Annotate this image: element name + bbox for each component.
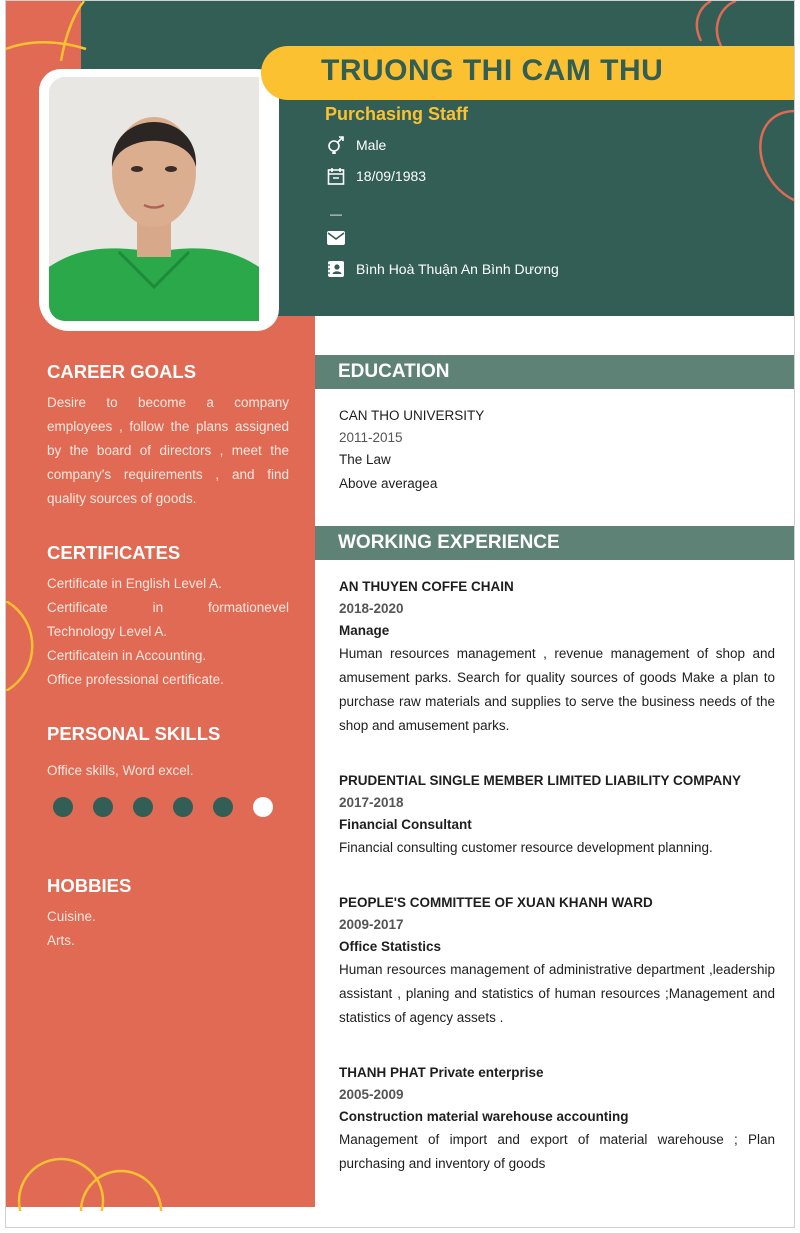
career-goals-section — [47, 361, 289, 511]
experience-description: Human resources management , revenue management of shop and amusement parks. Search for quality sources of goods Make a plan to purchase raw materials and supplies to serve the business needs of the shop and amusement parks. — [339, 646, 775, 733]
experience-position: Financial Consultant — [339, 817, 472, 832]
career-goals-text: Desire to become a company employees , follow the plans assigned by the board of directors , meet the company's requirements , and find quality sources of goods. — [47, 395, 289, 506]
personal-skills-text: Office skills, Word excel. — [47, 763, 194, 778]
rating-dot-filled — [133, 797, 153, 817]
job-title: Purchasing Staff — [325, 104, 469, 124]
certificates-section — [47, 542, 289, 692]
certificates-heading: CERTIFICATES — [47, 542, 181, 563]
experience-entry — [339, 770, 775, 860]
experience-period: 2018-2020 — [339, 601, 404, 616]
contact-address — [326, 258, 559, 280]
experience-position: Construction material warehouse accounting — [339, 1109, 629, 1124]
experience-period: 2009-2017 — [339, 917, 404, 932]
certificate-word: in — [152, 600, 164, 615]
address-icon — [326, 259, 346, 279]
cv-page — [5, 0, 795, 1228]
company-name: PRUDENTIAL SINGLE MEMBER LIMITED LIABILITY COMPANY — [339, 773, 742, 788]
experience-description: Financial consulting customer resource development planning. — [339, 840, 713, 855]
personal-skills-section — [47, 723, 289, 817]
experience-position: Office Statistics — [339, 939, 442, 954]
candidate-name: TRUONG THI CAM THU — [321, 54, 664, 87]
hobby-item: Cuisine. — [47, 909, 96, 924]
certificate-item: Office professional certificate. — [47, 672, 224, 687]
contact-email — [326, 227, 356, 249]
hobbies-heading: HOBBIES — [47, 875, 132, 896]
certificate-item-continued: Technology Level A. — [47, 624, 168, 639]
education-period: 2011-2015 — [339, 430, 403, 445]
experience-entry — [339, 892, 775, 1030]
experience-description: Human resources management of administrative department ,leadership assistant , planing and statistics of human resources ;Management and statistics of agency assets . — [339, 962, 775, 1025]
education-major: The Law — [339, 452, 391, 467]
experience-entry — [339, 576, 775, 738]
certificate-word: formationevel — [207, 600, 289, 615]
skill-rating — [53, 797, 289, 817]
rating-dot-filled — [53, 797, 73, 817]
school-name: CAN THO UNIVERSITY — [339, 408, 485, 423]
career-goals-heading: CAREER GOALS — [47, 361, 197, 382]
experience-description: Management of import and export of material warehouse ; Plan purchasing and inventory of goods — [339, 1132, 775, 1171]
experience-heading: WORKING EXPERIENCE — [315, 526, 795, 560]
contact-birthdate — [326, 165, 426, 187]
hobbies-section — [47, 875, 289, 953]
gender-icon — [326, 135, 346, 155]
company-name: THANH PHAT Private enterprise — [339, 1065, 544, 1080]
company-name: PEOPLE'S COMMITTEE OF XUAN KHANH WARD — [339, 895, 653, 910]
email-icon — [326, 228, 346, 248]
contact-phone — [326, 203, 346, 225]
experience-entry — [339, 1062, 775, 1176]
education-grade: Above averagea — [339, 476, 438, 491]
profile-photo — [49, 77, 259, 321]
experience-period: 2017-2018 — [339, 795, 404, 810]
experience-period: 2005-2009 — [339, 1087, 404, 1102]
education-heading: EDUCATION — [315, 355, 795, 389]
experience-position: Manage — [339, 623, 390, 638]
hobby-item: Arts. — [47, 933, 75, 948]
company-name: AN THUYEN COFFE CHAIN — [339, 579, 514, 594]
certificate-item: Certificatein in Accounting. — [47, 648, 207, 663]
education-entry — [339, 405, 775, 497]
certificate-item — [47, 596, 289, 620]
address-value: Bình Hoà Thuận An Bình Dương — [356, 261, 559, 277]
gender-value: Male — [356, 137, 387, 153]
rating-dot-filled — [93, 797, 113, 817]
contact-gender — [326, 134, 386, 156]
birthdate-value: 18/09/1983 — [356, 168, 427, 184]
rating-dot-filled — [213, 797, 233, 817]
certificate-item: Certificate in English Level A. — [47, 576, 222, 591]
phone-icon: — — [330, 207, 342, 221]
calendar-icon — [326, 166, 346, 186]
certificate-word: Certificate — [47, 600, 108, 615]
rating-dot-empty — [253, 797, 273, 817]
rating-dot-filled — [173, 797, 193, 817]
personal-skills-heading: PERSONAL SKILLS — [47, 723, 221, 744]
